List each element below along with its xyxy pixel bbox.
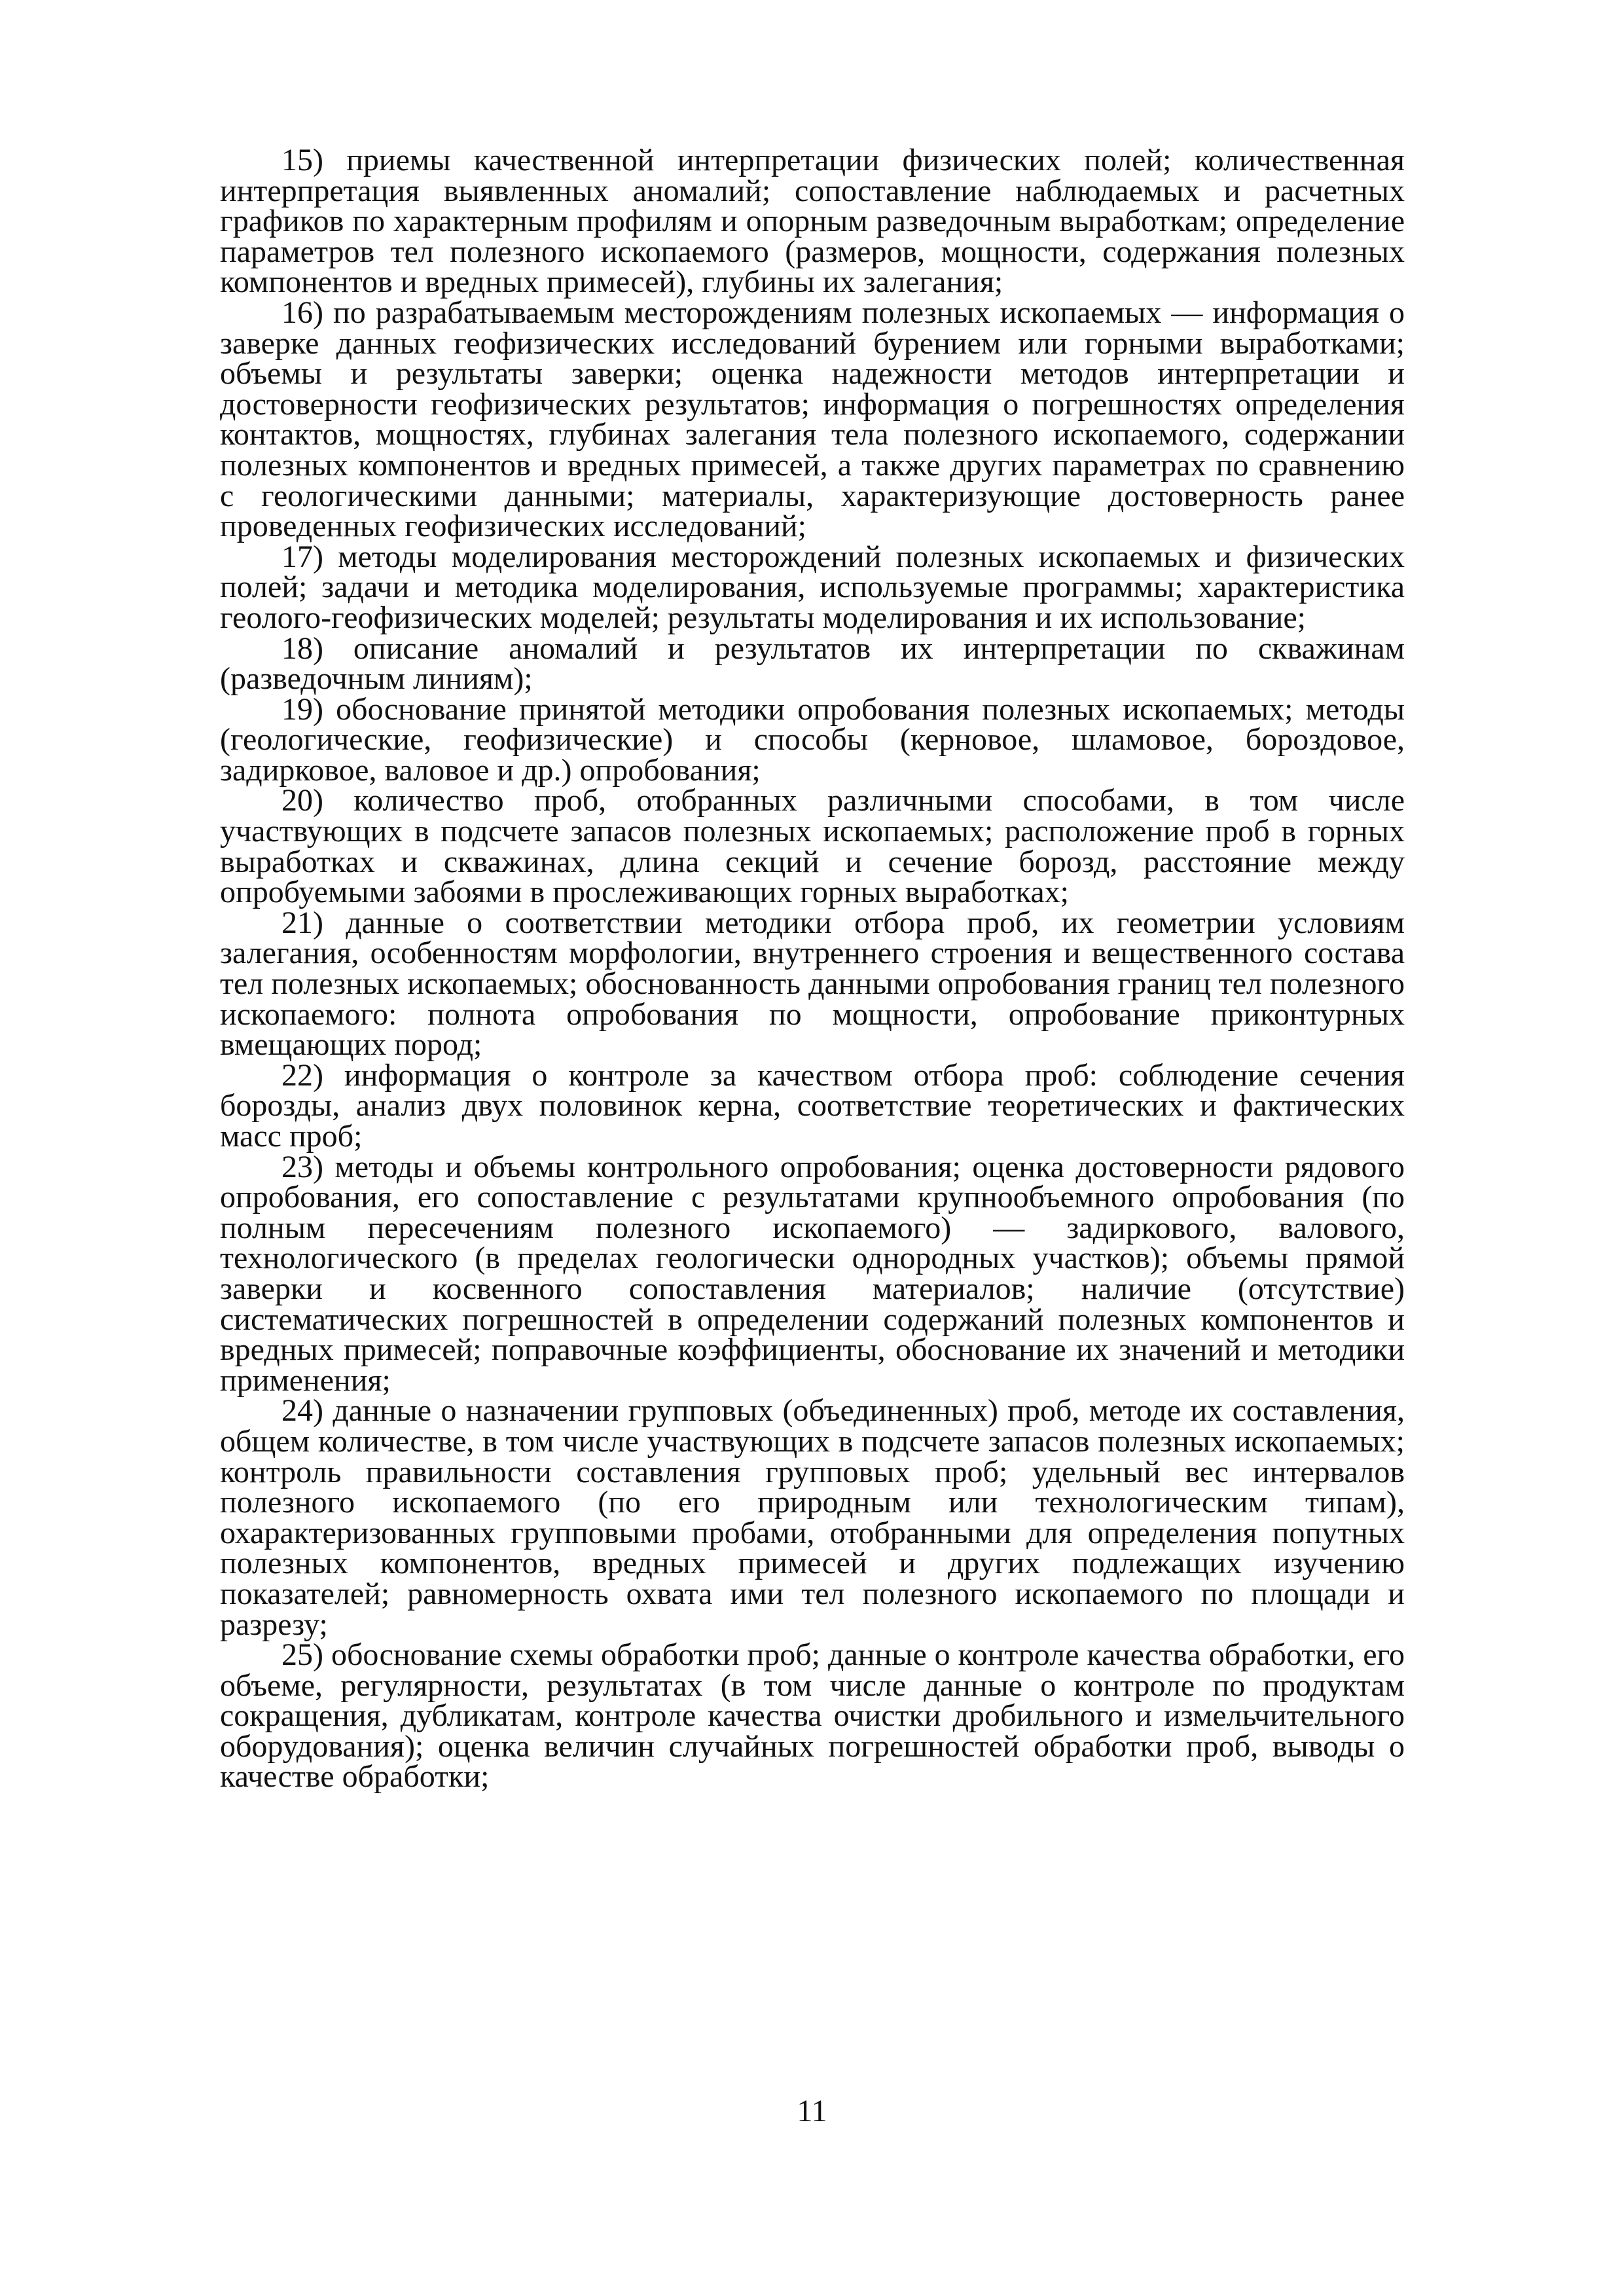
paragraph-20: 20) количество проб, отобранных различными способами, в том числе участвующих в подсчете запасов полезных ископаемых; расположение проб в горных выработках и скважинах, длина секций и сечение борозд, расстояние между опробуемыми забоями в прослеживающих горных выработках; (220, 783, 1405, 910)
paragraph-16: 16) по разрабатываемым месторождениям полезных ископаемых — информация о заверке данных геофизических исследований бурением или горными выработками; объемы и результаты заверки; оценка надежности методов интерпретации и достоверности геофизических результатов; информация о погрешностях определения контактов, мощностях, глубинах залегания тела полезного ископаемого, содержании полезных компонентов и вредных примесей, а также других параметрах по сравнению с геологическими данными; материалы, характеризующие достоверность ранее проведенных геофизических исследований; (220, 295, 1405, 544)
paragraph-21: 21) данные о соответствии методики отбора проб, их геометрии условиям залегания, особенностям морфологии, внутреннего строения и вещественного состава тел полезных ископаемых; обоснованность данными опробования границ тел полезного ископаемого: полнота опробования по мощности, опробование приконтурных вмещающих пород; (220, 905, 1405, 1063)
paragraph-25: 25) обоснование схемы обработки проб; данные о контроле качества обработки, его объеме, регулярности, результатах (в том числе данные о контроле по продуктам сокращения, дубликатам, контроле качества очистки дробильного и измельчительного оборудования); оценка величин случайных погрешностей обработки проб, выводы о качестве обработки; (220, 1637, 1405, 1795)
document-page (220, 145, 1405, 1793)
paragraph-22: 22) информация о контроле за качеством отбора проб: соблюдение сечения борозды, анализ двух половинок керна, соответствие теоретических и фактических масс проб; (220, 1057, 1405, 1154)
paragraph-19: 19) обоснование принятой методики опробования полезных ископаемых; методы (геологические, геофизические) и способы (керновое, шламовое, бороздовое, задирковое, валовое и др.) опробования; (220, 691, 1405, 788)
paragraph-24: 24) данные о назначении групповых (объединенных) проб, методе их составления, общем количестве, в том числе участвующих в подсчете запасов полезных ископаемых; контроль правильности составления групповых проб; удельный вес интервалов полезного ископаемого (по его природным или технологическим типам), охарактеризованных групповыми пробами, отобранными для определения попутных полезных компонентов, вредных примесей и других подлежащих изучению показателей; равномерность охвата ими тел полезного ископаемого по площади и разрезу; (220, 1393, 1405, 1642)
page-number: 11 (797, 2094, 827, 2128)
paragraph-23: 23) методы и объемы контрольного опробования; оценка достоверности рядового опробования, его сопоставление с результатами крупнообъемного опробования (по полным пересечениям полезного ископаемого) — задиркового, валового, технологического (в пределах геологически однородных участков); объемы прямой заверки и косвенного сопоставления материалов; наличие (отсутствие) систематических погрешностей в определении содержаний полезных компонентов и вредных примесей; поправочные коэффициенты, обоснование их значений и методики применения; (220, 1149, 1405, 1398)
paragraph-17: 17) методы моделирования месторождений полезных ископаемых и физических полей; задачи и методика моделирования, используемые программы; характеристика геолого-геофизических моделей; результаты моделирования и их использование; (220, 539, 1405, 635)
paragraph-15: 15) приемы качественной интерпретации физических полей; количественная интерпретация выявленных аномалий; сопоставление наблюдаемых и расчетных графиков по характерным профилям и опорным разведочным выработкам; определение параметров тел полезного ископаемого (размеров, мощности, содержания полезных компонентов и вредных примесей), глубины их залегания; (220, 143, 1405, 300)
paragraph-18: 18) описание аномалий и результатов их интерпретации по скважинам (разведочным линиям); (220, 630, 1405, 697)
